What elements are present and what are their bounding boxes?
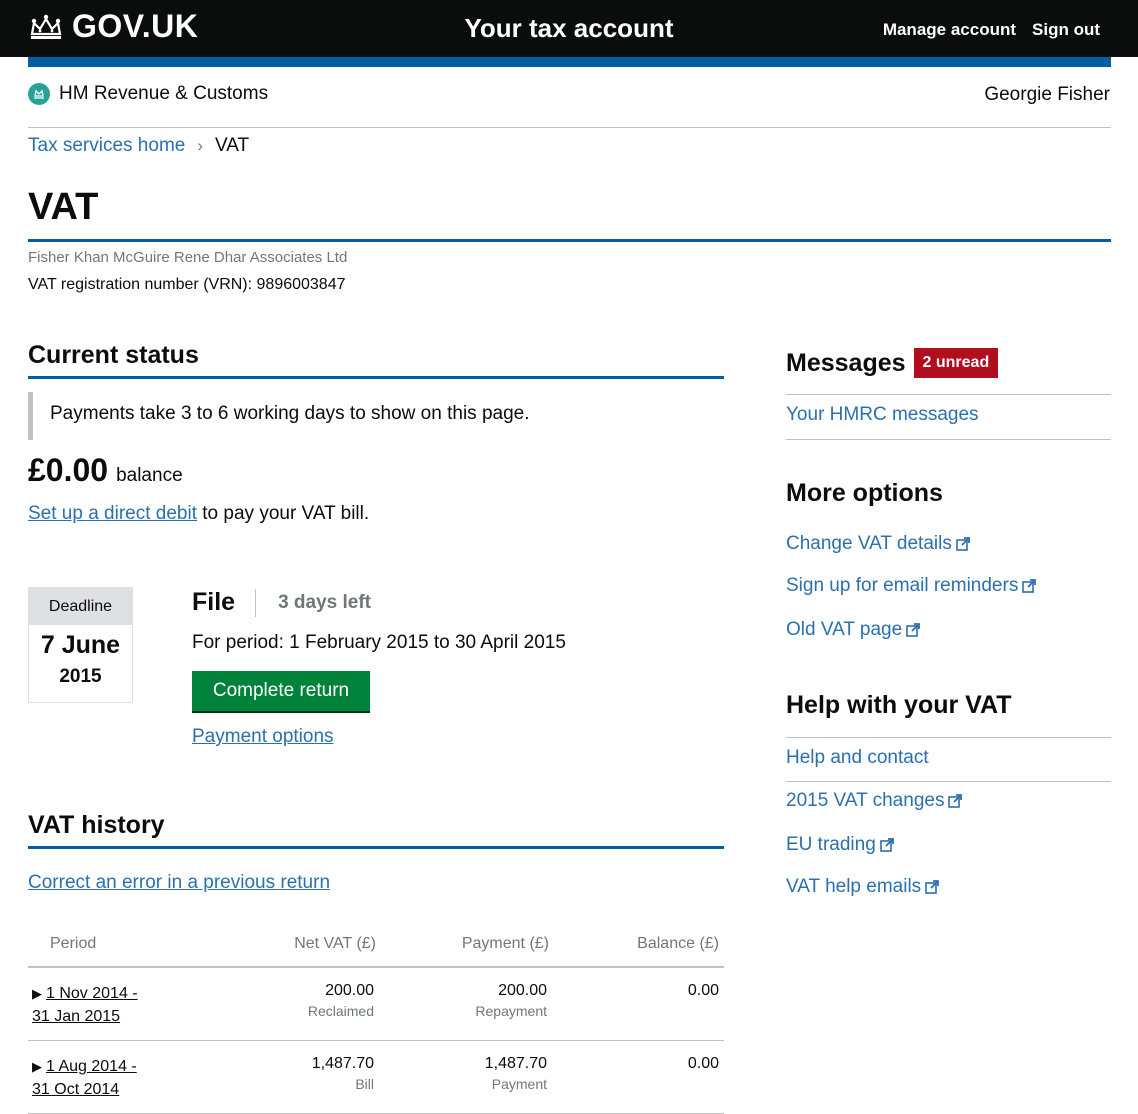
deadline-day: 7 June <box>40 631 121 659</box>
payment-type: Repayment <box>475 1003 547 1019</box>
period-link[interactable]: 1 Aug 2014 - <box>46 1058 137 1075</box>
external-link-icon <box>948 794 962 808</box>
chevron-right-icon: › <box>197 136 204 155</box>
sign-out-link[interactable]: Sign out <box>1032 20 1100 39</box>
global-header <box>0 0 1138 57</box>
title-rule <box>28 239 1111 242</box>
eu-trading-label: EU trading <box>786 834 876 855</box>
payment-options-link[interactable]: Payment options <box>192 726 334 747</box>
breadcrumb-current: VAT <box>215 135 250 156</box>
page-title: VAT <box>28 186 99 228</box>
hmrc-messages-link[interactable]: Your HMRC messages <box>786 404 979 425</box>
external-link-icon <box>956 537 970 551</box>
net-vat-cell <box>312 1055 374 1092</box>
direct-debit-suffix: to pay your VAT bill. <box>197 503 370 524</box>
balance-amount: £0.00 <box>28 452 109 488</box>
eu-trading-link[interactable] <box>786 834 894 856</box>
payment-value: 200.00 <box>498 982 547 999</box>
table-row <box>28 1041 724 1114</box>
breadcrumb-home-link[interactable]: Tax services home <box>28 135 186 156</box>
deadline-year: 2015 <box>59 666 102 687</box>
vat-help-emails-link[interactable] <box>786 876 939 898</box>
unread-badge: 2 unread <box>914 348 999 378</box>
direct-debit-link[interactable]: Set up a direct debit <box>28 503 197 524</box>
return-period: For period: 1 February 2015 to 30 April 2015 <box>192 632 566 653</box>
deadline-label: Deadline <box>29 588 132 625</box>
net-vat-value: 1,487.70 <box>311 1055 374 1072</box>
balance-label: balance <box>116 465 183 486</box>
external-link-icon <box>906 623 920 637</box>
divider <box>786 737 1111 738</box>
vat-changes-label: 2015 VAT changes <box>786 790 945 811</box>
old-vat-page-link[interactable] <box>786 619 920 641</box>
more-options-heading: More options <box>786 479 943 507</box>
notice-text: Payments take 3 to 6 working days to show on this page. <box>50 403 530 424</box>
complete-return-button[interactable]: Complete return <box>192 671 370 711</box>
help-heading: Help with your VAT <box>786 691 1012 719</box>
direct-debit-line <box>28 503 369 525</box>
net-vat-type: Reclaimed <box>307 1003 374 1019</box>
payment-notice <box>28 392 723 440</box>
balance <box>28 452 183 489</box>
brand-text: GOV.UK <box>72 8 199 44</box>
messages-heading-text: Messages <box>786 349 906 377</box>
days-left: 3 days left <box>278 591 372 613</box>
divider <box>786 781 1111 782</box>
company-name: Fisher Khan McGuire Rene Dhar Associates Ltd <box>28 249 348 266</box>
divider <box>255 589 256 617</box>
expand-triangle-icon[interactable]: ▶ <box>32 1059 42 1074</box>
balance-cell: 0.00 <box>687 1055 719 1072</box>
change-vat-details-label: Change VAT details <box>786 533 952 554</box>
section-rule <box>28 376 724 379</box>
divider <box>786 439 1111 440</box>
file-row <box>192 588 371 617</box>
col-balance: Balance (£) <box>637 935 719 952</box>
section-rule <box>28 846 724 849</box>
net-vat-cell <box>308 982 374 1019</box>
org-name <box>28 83 268 105</box>
manage-account-link[interactable]: Manage account <box>882 20 1017 39</box>
file-label: File <box>192 588 236 616</box>
email-reminders-label: Sign up for email reminders <box>786 575 1019 596</box>
col-period: Period <box>50 935 97 952</box>
help-contact-link[interactable]: Help and contact <box>786 747 929 768</box>
hmrc-crest-icon <box>28 83 50 105</box>
payment-type: Payment <box>491 1076 547 1092</box>
payment-cell <box>475 982 547 1019</box>
govuk-logo[interactable] <box>28 8 198 45</box>
period-cell[interactable] <box>32 982 138 1028</box>
change-vat-details-link[interactable] <box>786 533 970 555</box>
vat-history-table <box>28 928 724 1114</box>
payment-cell <box>485 1055 547 1092</box>
vrn-text: VAT registration number (VRN): 9896003847 <box>28 276 346 293</box>
period-cell[interactable] <box>32 1055 137 1101</box>
external-link-icon <box>925 880 939 894</box>
old-vat-page-label: Old VAT page <box>786 619 903 640</box>
table-row <box>28 968 724 1041</box>
period-link-end[interactable]: 31 Oct 2014 <box>32 1081 120 1098</box>
balance-cell: 0.00 <box>687 982 719 999</box>
col-net-vat: Net VAT (£) <box>294 935 376 952</box>
breadcrumb <box>28 135 249 157</box>
net-vat-type: Bill <box>355 1076 374 1092</box>
vat-help-emails-label: VAT help emails <box>786 876 922 897</box>
user-name: Georgie Fisher <box>984 84 1110 105</box>
divider <box>786 394 1111 395</box>
payment-value: 1,487.70 <box>484 1055 547 1072</box>
header-links <box>883 20 1100 40</box>
net-vat-value: 200.00 <box>325 982 374 999</box>
vat-changes-link[interactable] <box>786 790 962 812</box>
email-reminders-link[interactable] <box>786 575 1036 597</box>
expand-triangle-icon[interactable]: ▶ <box>32 986 42 1001</box>
deadline-box <box>28 587 133 703</box>
header-accent-bar <box>28 57 1111 67</box>
vat-history-heading: VAT history <box>28 811 165 839</box>
period-link[interactable]: 1 Nov 2014 - <box>46 985 138 1002</box>
messages-heading <box>786 348 998 378</box>
org-label: HM Revenue & Customs <box>59 83 269 104</box>
crown-icon <box>28 14 64 40</box>
current-status-heading: Current status <box>28 341 199 369</box>
table-header <box>28 928 724 968</box>
external-link-icon <box>880 838 894 852</box>
divider <box>28 127 1111 128</box>
external-link-icon <box>1022 579 1036 593</box>
service-name: Your tax account <box>464 13 674 43</box>
correct-error-link[interactable]: Correct an error in a previous return <box>28 872 331 893</box>
period-link-end[interactable]: 31 Jan 2015 <box>32 1008 121 1025</box>
col-payment: Payment (£) <box>461 935 549 952</box>
